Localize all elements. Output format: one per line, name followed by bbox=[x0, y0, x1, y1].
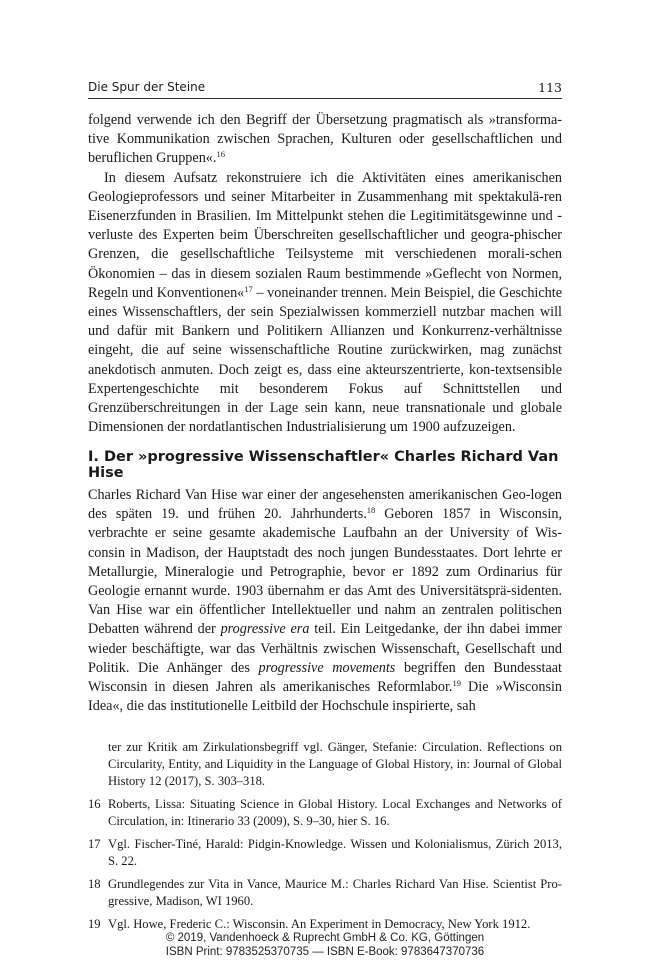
section-text-block bbox=[88, 486, 562, 716]
footnote-number: 17 bbox=[88, 837, 101, 851]
section-heading: I. Der »progressive Wissenschaftler« Charles Richard Van Hise bbox=[88, 449, 559, 481]
footnote-17 bbox=[88, 836, 562, 870]
footnote-text: Grundlegendes zur Vita in Vance, Maurice M.: Charles Richard Van Hise. Scientist Pro-gressive, Madison, WI 1960. bbox=[108, 877, 562, 908]
footnote-text: Vgl. Howe, Frederic C.: Wisconsin. An Experiment in Democracy, New York 1912. bbox=[108, 917, 531, 931]
paragraph-text: folgend verwende ich den Begriff der Übersetzung pragmatisch als »transforma-tive Kommunikation zwischen Sprachen, Kulturen oder gesellschaftlichen und beruflichen Gruppen«. bbox=[88, 112, 562, 167]
footnote-number: 18 bbox=[88, 877, 101, 891]
paragraph-text: – voneinander trennen. Mein Beispiel, die Geschichte eines Wissenschaftlers, der sein Spezialwissen kommerziell nutzbar machen will und dafür mit Bankern und Politikern Allianzen und Konkurrenz-verhältnisse eingeht, die auf seine wissenschaftliche Routine zurückwirken, mag zunächst anekdotisch anmuten. Doch zeigt es, dass eine akteurszentrierte, kon-textsensible Expertengeschichte mit besonderem Fokus auf Schnittstellen und Grenzüberschreitungen in der Lage sein kann, neue transnationale und globale Dimensionen der nordatlantischen Industrialisierung um 1900 aufzuzeigen. bbox=[88, 284, 563, 436]
running-header bbox=[88, 80, 562, 100]
footnote-ref: 16 bbox=[216, 149, 225, 160]
running-header-title: Die Spur der Steine bbox=[88, 80, 206, 94]
footnote-text: Vgl. Fischer-Tiné, Harald: Pidgin-Knowledge. Wissen und Kolonialismus, Zürich 2013, S. 22. bbox=[108, 837, 562, 868]
copyright-imprint bbox=[0, 931, 650, 959]
footnote-number: 16 bbox=[88, 797, 101, 811]
footnote-ref: 18 bbox=[366, 505, 376, 516]
paragraph-text: begriffen den Bundesstaat Wisconsin in diesen Jahren als amerikanisches Reformlabor. bbox=[88, 659, 562, 696]
paragraph-1 bbox=[88, 111, 562, 169]
intro-text-block bbox=[88, 111, 562, 437]
header-rule bbox=[88, 98, 562, 99]
paragraph-text: Charles Richard Van Hise war einer der angesehensten amerikanischen Geo-logen des späten 19. und frühen 20. Jahrhunderts. bbox=[88, 487, 562, 523]
footnote-continuation: ter zur Kritik am Zirkulationsbegriff vgl. Gänger, Stefanie: Circulation. Reflections on Circularity, Entity, and Liquidity in the Language of Global History, in: Journal of Global History 12 (2017), S. 303–318. bbox=[108, 740, 562, 788]
page-number: 113 bbox=[538, 80, 562, 95]
italic-term: progressive movements bbox=[258, 659, 396, 676]
footnote-18 bbox=[88, 876, 562, 910]
paragraph-2 bbox=[88, 169, 562, 438]
paragraph-text: Die »Wisconsin Idea«, die das institutionelle Leitbild der Hochschule inspirierte, sah bbox=[88, 679, 562, 715]
footnotes bbox=[88, 739, 562, 939]
footnote-text: Roberts, Lissa: Situating Science in Global History. Local Exchanges and Networks of Circulation, in: Itinerario 33 (2009), S. 9–30, hier S. 16. bbox=[108, 797, 562, 828]
footnote-number: 19 bbox=[88, 917, 101, 931]
paragraph-3 bbox=[88, 486, 562, 716]
paragraph-text: In diesem Aufsatz rekonstruiere ich die Aktivitäten eines amerikanischen Geologieprofessors und seiner Mitarbeiter in Zusammenhang mit spektakulä-ren Eisenerzfunden in Brasilien. Im Mittelpunkt stehen die Legitimitätsgewinne und -verluste des Experten beim Überschreiten gesellschaftlicher und geogra-phischer Grenzen, die gesellschaftliche Teilsysteme mit verschiedenen morali-schen Ökonomien – das in diesem sozialen Raum bestimmende »Geflecht von Normen, Regeln und Konventionen« bbox=[88, 169, 562, 301]
italic-term: progressive era bbox=[220, 621, 310, 638]
paragraph-text: teil. Ein Leitgedanke, der ihn dabei immer wieder beschäftigte, war das Verhältnis zwischen Wissenschaft, Gesellschaft und Politik. Die Anhänger des bbox=[88, 621, 563, 676]
footnote-ref: 17 bbox=[244, 283, 253, 294]
paragraph-text: Geboren 1857 in Wisconsin, verbrachte er seine gesamte akademische Laufbahn an der University of Wis-consin in Madison, der Hauptstadt des noch jungen Bundesstaates. Dort lehrte er Metallurgie, Mineralogie und Petrographie, bevor er 1892 zum Ordinarius für Geologie ernannt wurde. 1903 übernahm er das Amt des Universitätsprä-sidenten. Van Hise war ein öffentlicher Intellektueller und nahm an zentralen politischen Debatten während der bbox=[88, 506, 562, 638]
isbn-line: ISBN Print: 9783525370735 — ISBN E-Book: 9783647370736 bbox=[165, 946, 485, 958]
copyright-line: © 2019, Vandenhoeck & Ruprecht GmbH & Co. KG, Göttingen bbox=[165, 932, 485, 944]
footnote-16 bbox=[88, 796, 562, 830]
footnote-ref: 19 bbox=[452, 678, 461, 689]
